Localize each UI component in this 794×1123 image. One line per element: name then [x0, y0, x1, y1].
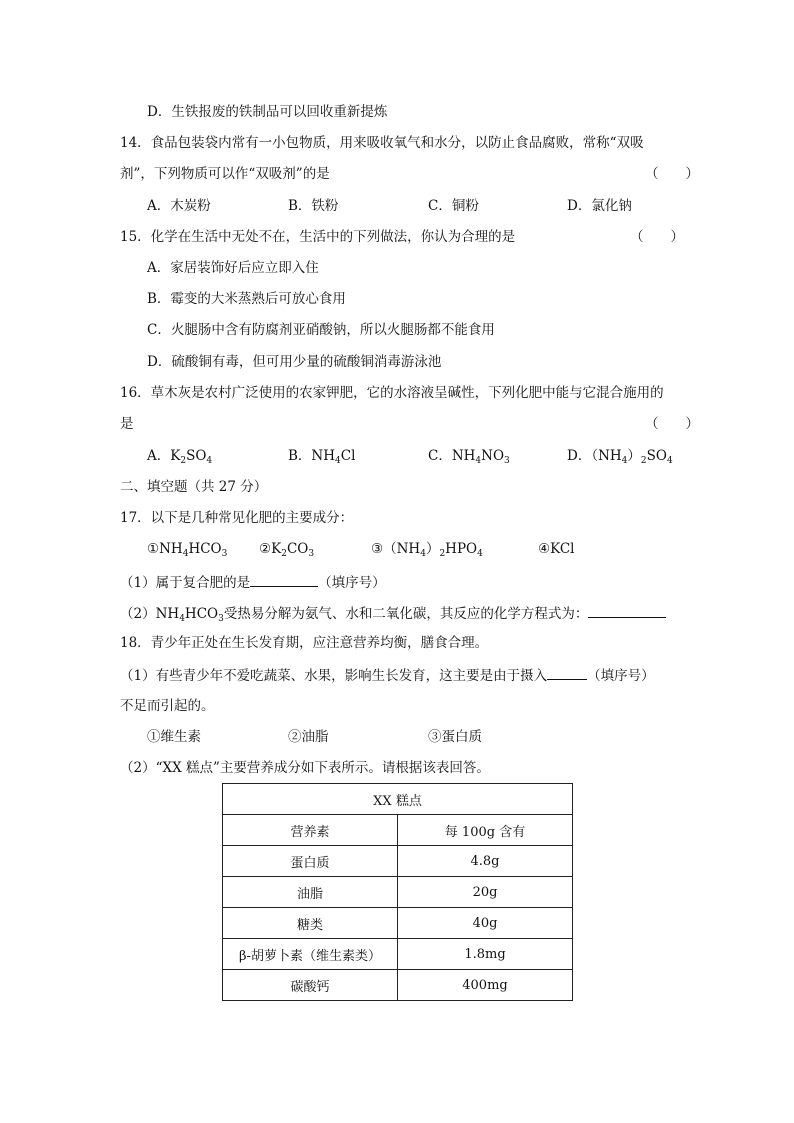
- q14-stem-line1: 14．食品包装袋内常有一小包物质，用来吸收氧气和水分，以防止食品腐败，常称“双吸: [120, 135, 644, 151]
- table-row: [223, 877, 573, 908]
- nutrient-amount: 400mg: [398, 970, 573, 1001]
- q18-sub1-blank[interactable]: [547, 665, 587, 680]
- table-header-cell: 每 100g 含有: [398, 815, 573, 846]
- q18-sub2: （2）“XX 糕点”主要营养成分如下表所示。请根据该表回答。: [120, 760, 490, 776]
- table-title: XX 糕点: [223, 784, 573, 815]
- nutrient-amount: 20g: [398, 877, 573, 908]
- q16-stem-line2: 是: [120, 416, 134, 432]
- q18-option-1: ①维生素: [147, 729, 201, 745]
- q14-answer-paren: （ ）: [645, 166, 699, 182]
- q14-option-b: B．铁粉: [288, 198, 339, 214]
- q18-stem: 18．青少年正处在生长发育期，应注意营养均衡，膳食合理。: [120, 635, 489, 651]
- q17-item-3: $③(NH_4)_2HPO_4$: [371, 541, 483, 559]
- q17-sub1-blank[interactable]: [250, 572, 318, 587]
- q16-answer-paren: （ ）: [645, 416, 699, 432]
- q15-stem: 15．化学在生活中无处不在，生活中的下列做法，你认为合理的是: [120, 229, 516, 245]
- table-row: [223, 939, 573, 970]
- table-header-cell: 营养素: [223, 815, 398, 846]
- q14-option-d: D．氯化钠: [567, 198, 632, 214]
- q16-stem-line1: 16．草木灰是农村广泛使用的农家钾肥，它的水溶液呈碱性，下列化肥中能与它混合施用的: [120, 385, 664, 401]
- q17-item-4: ④KCl: [538, 541, 575, 557]
- q13-option-d: D．生铁报废的铁制品可以回收重新提炼: [147, 104, 388, 120]
- q14-stem-line2: [120, 165, 720, 183]
- q18-option-3: ③蛋白质: [428, 729, 482, 745]
- q14-option-a: A．木炭粉: [147, 198, 211, 214]
- q15-option-d: D．硫酸铜有毒，但可用少量的硫酸铜消毒游泳池: [147, 354, 442, 370]
- q17-sub1: （1）属于复合肥的是 （填序号）: [120, 572, 386, 592]
- q18-sub1-line2: 不足而引起的。: [120, 698, 215, 714]
- nutrient-name: 碳酸钙: [223, 970, 398, 1001]
- nutrient-amount: 4.8g: [398, 846, 573, 877]
- q18-option-2: ②油脂: [288, 729, 329, 745]
- q17-item-1: $①NH_4HCO_3$: [147, 541, 228, 559]
- q16-option-d: D．$(NH_4)_2SO_4$: [567, 448, 673, 466]
- nutrient-amount: 40g: [398, 908, 573, 939]
- q18-sub1: （1）有些青少年不爱吃蔬菜、水果，影响生长发育，这主要是由于摄入 （填序号）: [120, 665, 655, 685]
- q17-stem: 17．以下是几种常见化肥的主要成分：: [120, 510, 354, 526]
- table-row: [223, 908, 573, 939]
- q17-sub2-blank[interactable]: [588, 603, 666, 618]
- q14-stem-text: 剂”，下列物质可以作“双吸剂”的是: [120, 166, 330, 182]
- nutrient-amount: 1.8mg: [398, 939, 573, 970]
- nutrient-name: 蛋白质: [223, 846, 398, 877]
- table-row: [223, 846, 573, 877]
- nutrient-name: 糖类: [223, 908, 398, 939]
- q15-option-c: C．火腿肠中含有防腐剂亚硝酸钠，所以火腿肠都不能食用: [147, 322, 495, 338]
- q16-option-b: B．$NH_4Cl$: [288, 448, 356, 466]
- q14-option-c: C．铜粉: [428, 198, 479, 214]
- q17-sub2: $(2)NH_4HCO_3$受热易分解为氨气、水和二氧化碳，其反应的化学方程式为：: [120, 603, 666, 623]
- q15-option-a: A．家居装饰好后应立即入住: [147, 260, 319, 276]
- q16-option-a: A．$K_2SO_4$: [147, 448, 213, 466]
- q16-option-c: C．$NH_4NO_3$: [428, 448, 510, 466]
- q17-item-2: $②K_2CO_3$: [259, 541, 315, 559]
- nutrition-table: [222, 783, 573, 1001]
- table-title-row: [223, 784, 573, 815]
- table-row: [223, 970, 573, 1001]
- table-header-row: [223, 815, 573, 846]
- nutrient-name: 油脂: [223, 877, 398, 908]
- section-heading: 二、填空题（共 27 分）: [120, 479, 268, 495]
- nutrient-name: β-胡萝卜素（维生素类）: [223, 939, 398, 970]
- q15-option-b: B．霉变的大米蒸熟后可放心食用: [147, 291, 346, 307]
- q15-answer-paren: （ ）: [630, 229, 684, 245]
